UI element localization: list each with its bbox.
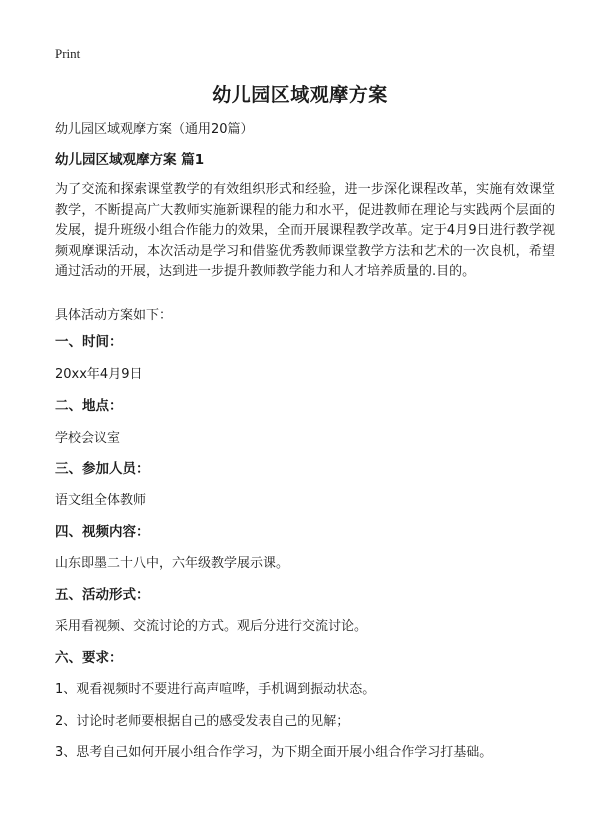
section-content-activity-format: 采用看视频、交流讨论的方式。观后分进行交流讨论。 (55, 619, 368, 634)
requirement-item: 3、思考自己如何开展小组合作学习，为下期全面开展小组合作学习打基础。 (55, 745, 493, 760)
requirement-item: 2、讨论时老师要根据自己的感受发表自己的见解； (55, 714, 350, 729)
print-link[interactable]: Print (55, 46, 81, 61)
article-heading: 幼儿园区域观摩方案 篇1 (55, 152, 205, 168)
section-heading-activity-format: 五、活动形式： (55, 587, 150, 603)
section-content-video-content: 山东即墨二十八中，六年级教学展示课。 (55, 556, 290, 571)
intro-paragraph: 为了交流和探索课堂教学的有效组织形式和经验，进一步深化课程改革，实施有效课堂教学，不断提高广大教师实施新课程的能力和水平，促进教师在理论与实践两个层面的发展，提升班级小组合作能力的效果，全而开展课程教学改革。定于4月9日进行教学视频观摩课活动，本次活动是学习和借鉴优秀教师课堂教学方法和艺术的一次良机，希望通过活动的开展，达到进一步提升教师教学能力和人才培养质量的.目的。 (55, 182, 555, 279)
section-heading-location: 二、地点： (55, 398, 123, 414)
section-heading-requirements: 六、要求： (55, 650, 123, 666)
section-heading-video-content: 四、视频内容： (55, 524, 150, 540)
section-heading-participants: 三、参加人员： (55, 461, 150, 477)
requirement-item: 1、观看视频时不要进行高声喧哗，手机调到振动状态。 (55, 682, 376, 697)
section-heading-time: 一、时间： (55, 334, 123, 350)
section-content-location: 学校会议室 (55, 431, 121, 446)
section-content-time: 20xx年4月9日 (55, 367, 143, 382)
document-subtitle: 幼儿园区域观摩方案（通用20篇） (55, 122, 254, 137)
plan-intro: 具体活动方案如下： (55, 308, 173, 323)
section-content-participants: 语文组全体教师 (55, 493, 147, 508)
document-title: 幼儿园区域观摩方案 (212, 84, 388, 106)
